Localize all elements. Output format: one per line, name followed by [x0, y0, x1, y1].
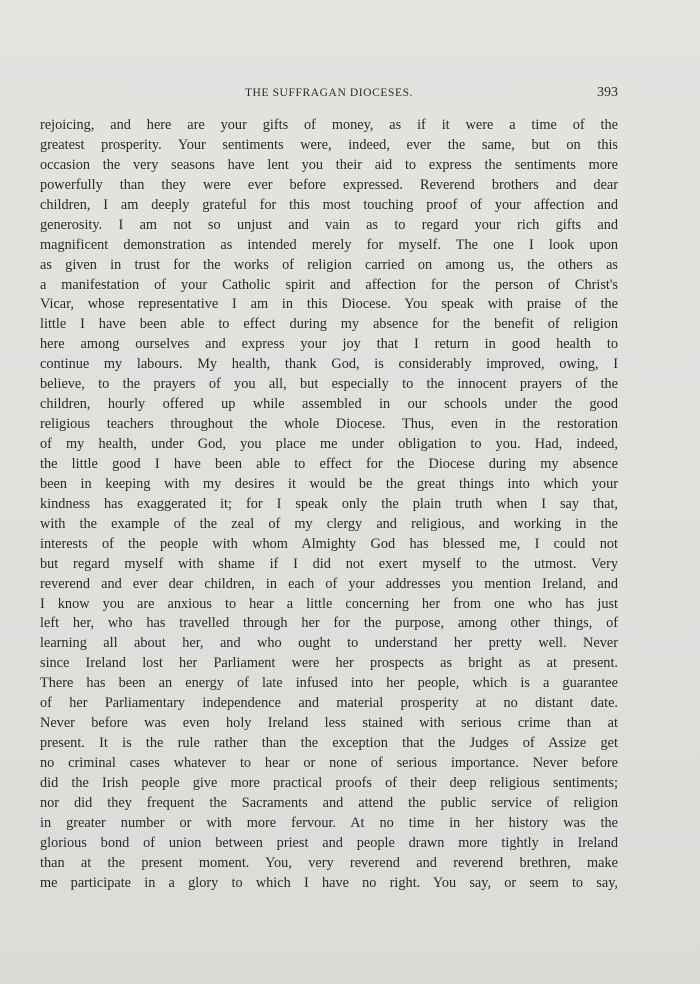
- text-line: no criminal cases whatever to hear or none of serious importance. Never before: [40, 755, 618, 771]
- text-line: continue my labours. My health, thank God, is considerably improved, owing, I: [40, 356, 618, 373]
- running-title: THE SUFFRAGAN DIOCESES.: [244, 87, 414, 99]
- text-line: learning all about her, and who ought to understand her pretty well. Never: [40, 635, 618, 652]
- text-line: interests of the people with whom Almighty God has blessed me, I could not: [40, 535, 618, 552]
- text-line: left her, who has travelled through her for the purpose, among other things, of: [40, 615, 618, 632]
- text-line: children, I am deeply grateful for this most touching proof of your affection and: [40, 196, 618, 213]
- text-line: nor did they frequent the Sacraments and attend the public service of religion: [40, 794, 618, 811]
- text-line: generosity. I am not so unjust and vain as to regard your rich gifts and: [40, 216, 618, 233]
- text-line: than at the present moment. You, very reverend and reverend brethren, make: [40, 854, 618, 871]
- text-line: There has been an energy of late infused into her people, which is a guarantee: [40, 675, 618, 692]
- text-line: Never before was even holy Ireland less stained with serious crime than at: [40, 715, 618, 732]
- text-line: I know you are anxious to hear a little concerning her from one who has just: [40, 595, 618, 612]
- text-line: as given in trust for the works of religion carried on among us, the others as: [40, 256, 618, 273]
- text-line: kindness has exaggerated it; for I speak only the plain truth when I say that,: [40, 495, 618, 512]
- text-line: here among ourselves and express your joy that I return in good health to: [40, 336, 618, 353]
- text-line: glorious bond of union between priest and people drawn more tightly in Ireland: [40, 834, 618, 851]
- text-line: children, hourly offered up while assembled in our schools under the good: [40, 396, 618, 413]
- text-line: of her Parliamentary independence and material prosperity at no distant date.: [40, 695, 618, 712]
- text-line: present. It is the rule rather than the exception that the Judges of Assize get: [40, 735, 618, 752]
- page-header: [40, 85, 618, 105]
- text-line: Vicar, whose representative I am in this Diocese. You speak with praise of the: [40, 296, 618, 313]
- text-line: in greater number or with more fervour. At no time in her history was the: [40, 814, 618, 831]
- page-number: 393: [597, 85, 618, 100]
- text-line: since Ireland lost her Parliament were her prospects as bright as at present.: [40, 655, 618, 672]
- text-line: the little good I have been able to effect for the Diocese during my absence: [40, 455, 618, 472]
- text-line: but regard myself with shame if I did not exert myself to the utmost. Very: [40, 555, 618, 572]
- text-line: rejoicing, and here are your gifts of money, as if it were a time of the: [40, 117, 618, 133]
- text-line: reverend and ever dear children, in each of your addresses you mention Ireland, and: [40, 575, 618, 592]
- text-line: greatest prosperity. Your sentiments were, indeed, ever the same, but on this: [40, 136, 618, 153]
- text-line: a manifestation of your Catholic spirit and affection for the person of Christ's: [40, 276, 618, 293]
- text-line: little I have been able to effect during my absence for the benefit of religion: [40, 316, 618, 333]
- text-line: with the example of the zeal of my clergy and religious, and working in the: [40, 515, 618, 532]
- text-line: occasion the very seasons have lent you their aid to express the sentiments more: [40, 156, 618, 173]
- text-line: me participate in a glory to which I have no right. You say, or seem to say,: [40, 874, 618, 891]
- text-line: religious teachers throughout the whole Diocese. Thus, even in the restoration: [40, 416, 618, 433]
- body-text: [40, 116, 618, 894]
- text-line: did the Irish people give more practical proofs of their deep religious sentiments;: [40, 774, 618, 791]
- text-line: powerfully than they were ever before expressed. Reverend brothers and dear: [40, 176, 618, 193]
- text-line: magnificent demonstration as intended merely for myself. The one I look upon: [40, 236, 618, 253]
- text-line: been in keeping with my desires it would be the great things into which your: [40, 475, 618, 492]
- text-line: believe, to the prayers of you all, but especially to the innocent prayers of the: [40, 376, 618, 393]
- text-line: of my health, under God, you place me under obligation to you. Had, indeed,: [40, 436, 618, 452]
